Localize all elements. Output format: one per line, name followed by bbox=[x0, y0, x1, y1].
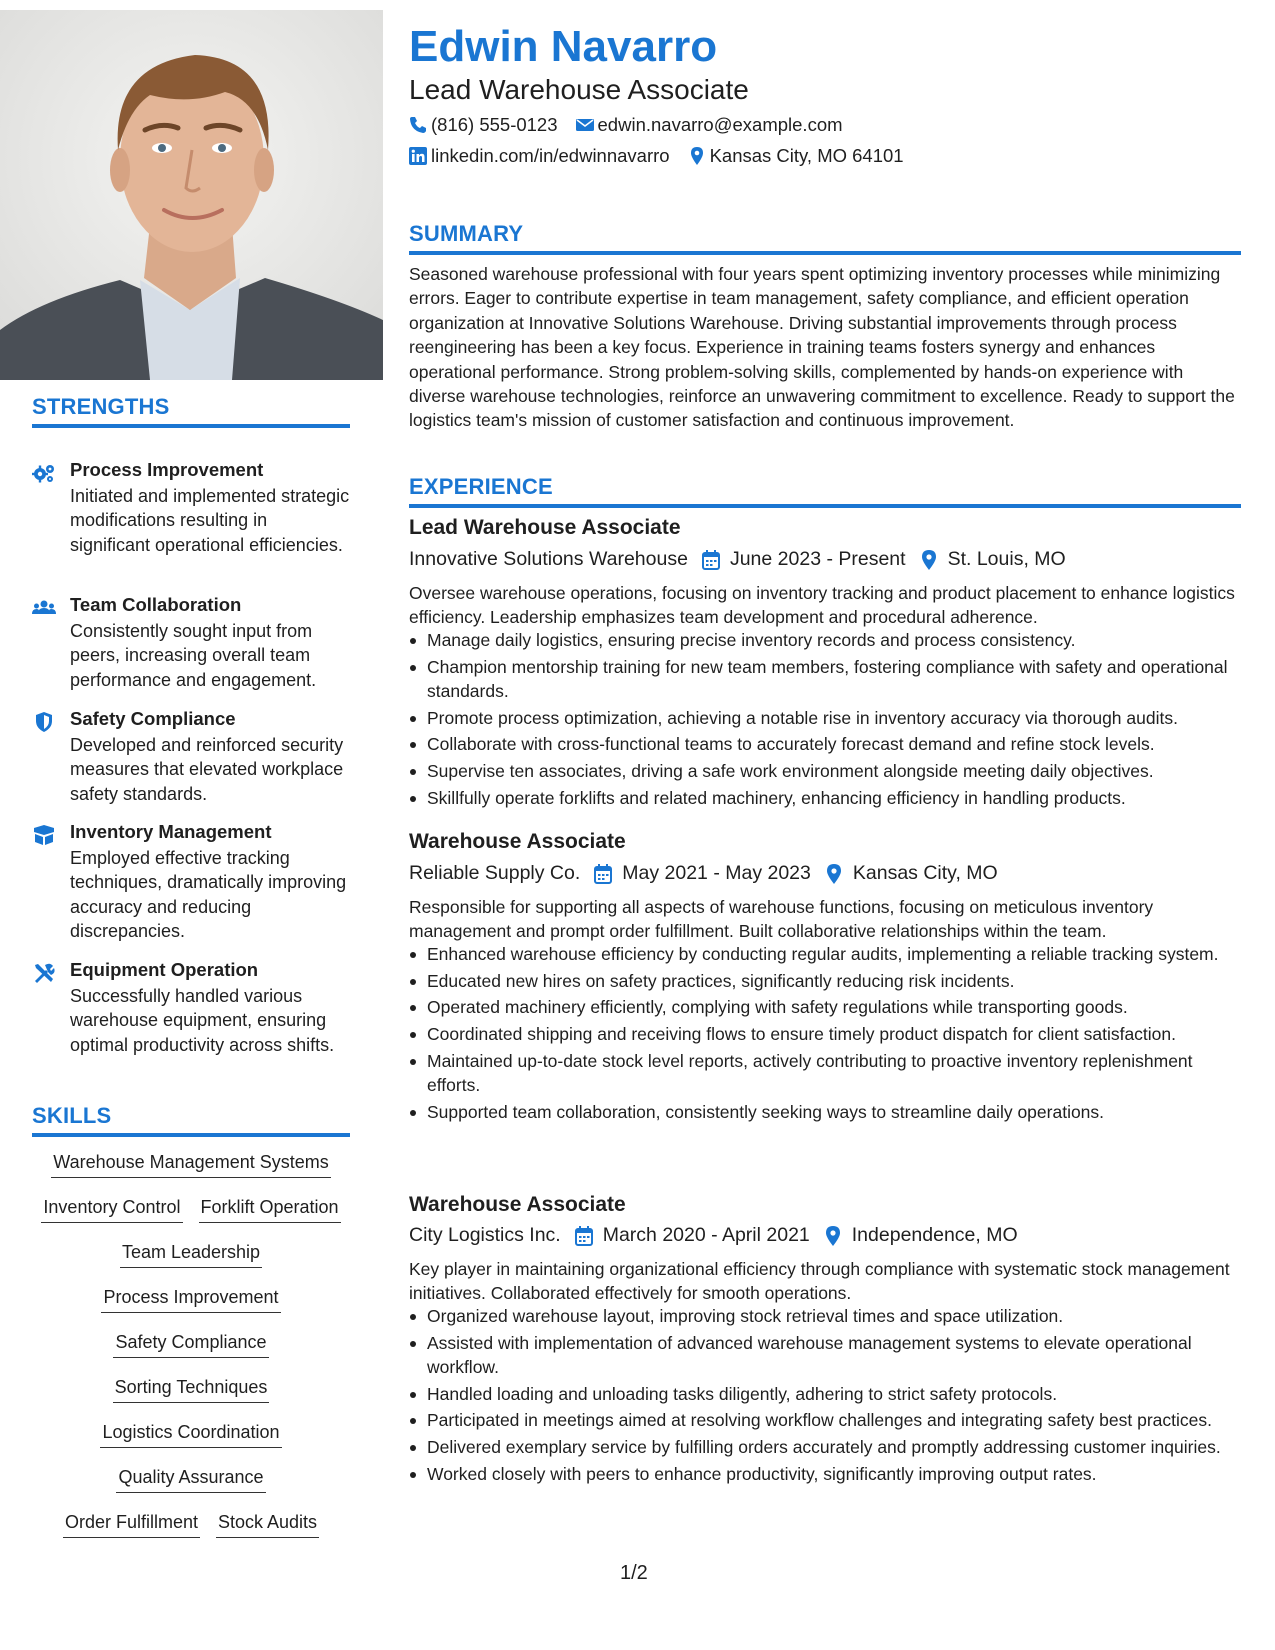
calendar-icon bbox=[575, 1226, 593, 1246]
job-bullet: Handled loading and unloading tasks diligently, adhering to strict safety protocols. bbox=[409, 1382, 1239, 1406]
job-title: Warehouse Associate bbox=[409, 1193, 626, 1216]
summary-heading: SUMMARY bbox=[409, 221, 524, 246]
job-bullet: Participated in meetings aimed at resolving workflow challenges and integrating safety best practices. bbox=[409, 1408, 1239, 1432]
skill-tag: Sorting Techniques bbox=[113, 1377, 270, 1403]
calendar-icon bbox=[594, 864, 612, 884]
linkedin-contact[interactable] bbox=[409, 145, 670, 167]
summary-rule bbox=[409, 251, 1241, 255]
contact-row bbox=[409, 145, 922, 167]
skill-tag: Quality Assurance bbox=[116, 1467, 265, 1493]
job-bullet: Collaborate with cross-functional teams to accurately forecast demand and refine stock levels. bbox=[409, 732, 1239, 756]
job-bullet: Promote process optimization, achieving a notable rise in inventory accuracy via thorough audits. bbox=[409, 706, 1239, 730]
location-text: Kansas City, MO 64101 bbox=[709, 145, 904, 166]
strength-text: Successfully handled various warehouse equipment, ensuring optimal productivity across shifts. bbox=[70, 986, 335, 1055]
strength-text: Initiated and implemented strategic modifications resulting in significant operational efficiencies. bbox=[70, 486, 350, 555]
job-bullet: Educated new hires on safety practices, significantly reducing risk incidents. bbox=[409, 969, 1239, 993]
job-bullet: Enhanced warehouse efficiency by conducting regular audits, implementing a reliable tracking system. bbox=[409, 942, 1239, 966]
job-title: Warehouse Associate bbox=[409, 830, 626, 853]
skill-tag: Warehouse Management Systems bbox=[51, 1152, 330, 1178]
calendar-icon bbox=[702, 550, 720, 570]
contact-row bbox=[409, 114, 861, 136]
job-bullet: Coordinated shipping and receiving flows to ensure timely product dispatch for client satisfaction. bbox=[409, 1022, 1239, 1046]
job-meta bbox=[409, 1224, 1018, 1247]
job-bullet: Operated machinery efficiently, complying with safety regulations while transporting goods. bbox=[409, 995, 1239, 1019]
job-meta bbox=[409, 548, 1066, 571]
strengths-heading: STRENGTHS bbox=[32, 394, 170, 419]
map-pin-icon bbox=[688, 147, 706, 165]
candidate-title: Lead Warehouse Associate bbox=[409, 74, 749, 105]
skill-tag: Team Leadership bbox=[120, 1242, 262, 1268]
job-bullet: Manage daily logistics, ensuring precise inventory records and process consistency. bbox=[409, 628, 1239, 652]
users-icon bbox=[32, 598, 56, 618]
job-dates: June 2023 - Present bbox=[729, 548, 906, 570]
job-bullet: Champion mentorship training for new team members, fostering compliance with safety and operational standards. bbox=[409, 655, 1239, 703]
linkedin-text: linkedin.com/in/edwinnavarro bbox=[431, 145, 670, 166]
job-company: Innovative Solutions Warehouse bbox=[409, 548, 688, 570]
email-contact[interactable] bbox=[576, 114, 843, 136]
skill-tag: Order Fulfillment bbox=[63, 1512, 200, 1538]
shield-icon bbox=[32, 712, 56, 732]
strength-title: Inventory Management bbox=[70, 821, 272, 842]
linkedin-icon bbox=[409, 147, 427, 165]
strength-title: Process Improvement bbox=[70, 459, 264, 480]
job-company: Reliable Supply Co. bbox=[409, 862, 581, 884]
experience-rule bbox=[409, 504, 1241, 508]
job-description: Responsible for supporting all aspects of warehouse functions, focusing on meticulous inventory management and prompt order fulfillment. Built collaborative relationships within the team. bbox=[409, 897, 1154, 942]
strength-text: Developed and reinforced security measures that elevated workplace safety standards. bbox=[70, 735, 344, 804]
email-text: edwin.navarro@example.com bbox=[597, 114, 843, 135]
job-title: Lead Warehouse Associate bbox=[409, 516, 681, 539]
skill-tag: Logistics Coordination bbox=[100, 1422, 281, 1448]
job-bullets bbox=[409, 628, 1239, 812]
candidate-name: Edwin Navarro bbox=[409, 22, 718, 71]
job-location: Independence, MO bbox=[851, 1224, 1018, 1246]
job-bullet: Organized warehouse layout, improving stock retrieval times and space utilization. bbox=[409, 1304, 1239, 1328]
job-bullet: Delivered exemplary service by fulfilling orders accurately and promptly addressing customer inquiries. bbox=[409, 1435, 1239, 1459]
job-dates: May 2021 - May 2023 bbox=[622, 862, 811, 884]
job-company: City Logistics Inc. bbox=[409, 1224, 561, 1246]
strengths-rule bbox=[32, 424, 350, 428]
job-bullet: Supported team collaboration, consistently seeking ways to streamline daily operations. bbox=[409, 1100, 1239, 1124]
experience-heading: EXPERIENCE bbox=[409, 474, 553, 499]
job-dates: March 2020 - April 2021 bbox=[602, 1224, 810, 1246]
skill-tag: Safety Compliance bbox=[113, 1332, 268, 1358]
map-pin-icon bbox=[825, 864, 843, 884]
skills-rule bbox=[32, 1133, 350, 1137]
skill-tag: Process Improvement bbox=[101, 1287, 280, 1313]
box-icon bbox=[32, 825, 56, 845]
phone-contact[interactable] bbox=[409, 114, 558, 136]
phone-text: (816) 555-0123 bbox=[431, 114, 558, 135]
strength-title: Team Collaboration bbox=[70, 594, 242, 615]
job-bullet: Skillfully operate forklifts and related machinery, enhancing efficiency in handling products. bbox=[409, 786, 1239, 810]
strength-title: Safety Compliance bbox=[70, 708, 236, 729]
job-description: Key player in maintaining organizational efficiency through compliance with systematic stock management initiatives. Collaborated effectively for smooth operations. bbox=[409, 1259, 1230, 1304]
email-icon bbox=[576, 116, 594, 134]
strength-text: Consistently sought input from peers, increasing overall team performance and engagement. bbox=[70, 621, 317, 690]
summary-text: Seasoned warehouse professional with four years spent optimizing inventory processes while minimizing errors. Eager to contribute expertise in team management, safety compliance, and efficient operation organization at Innovative Solutions Warehouse. Driving substantial improvements through process reengineering has been a key focus. Experience in training teams fosters synergy and enhances operational performance. Strong problem-solving skills, complemented by hands-on experience with diverse warehouse technologies, reinforce an unwavering commitment to excellence. Ready to support the logistics team's mission of customer satisfaction and continuous improvement. bbox=[409, 264, 1235, 431]
skill-tag: Forklift Operation bbox=[199, 1197, 341, 1223]
map-pin-icon bbox=[824, 1226, 842, 1246]
skill-tag: Inventory Control bbox=[41, 1197, 182, 1223]
skills-heading: SKILLS bbox=[32, 1103, 112, 1128]
phone-icon bbox=[409, 116, 427, 134]
job-bullet: Maintained up-to-date stock level reports, actively contributing to proactive inventory replenishment efforts. bbox=[409, 1049, 1239, 1097]
strength-title: Equipment Operation bbox=[70, 959, 259, 980]
job-bullets bbox=[409, 1304, 1239, 1488]
strength-text: Employed effective tracking techniques, dramatically improving accuracy and reducing discrepancies. bbox=[70, 848, 347, 942]
profile-photo bbox=[0, 10, 383, 380]
job-bullet: Worked closely with peers to enhance productivity, significantly improving output rates. bbox=[409, 1462, 1239, 1486]
skill-tag: Stock Audits bbox=[216, 1512, 319, 1538]
left-column bbox=[0, 0, 380, 1650]
job-location: St. Louis, MO bbox=[947, 548, 1066, 570]
job-bullet: Supervise ten associates, driving a safe work environment alongside meeting daily objectives. bbox=[409, 759, 1239, 783]
job-bullets bbox=[409, 942, 1239, 1126]
page-number: 1/2 bbox=[620, 1562, 648, 1584]
job-meta bbox=[409, 862, 998, 885]
job-bullet: Assisted with implementation of advanced warehouse management systems to elevate operational workflow. bbox=[409, 1331, 1239, 1379]
job-location: Kansas City, MO bbox=[852, 862, 998, 884]
location-contact bbox=[688, 145, 904, 167]
gears-icon bbox=[32, 463, 56, 483]
map-pin-icon bbox=[920, 550, 938, 570]
skills-list bbox=[32, 1152, 350, 1557]
tools-icon bbox=[32, 963, 56, 983]
job-description: Oversee warehouse operations, focusing on inventory tracking and product placement to enhance logistics efficiency. Leadership emphasizes team development and procedural adherence. bbox=[409, 583, 1235, 628]
